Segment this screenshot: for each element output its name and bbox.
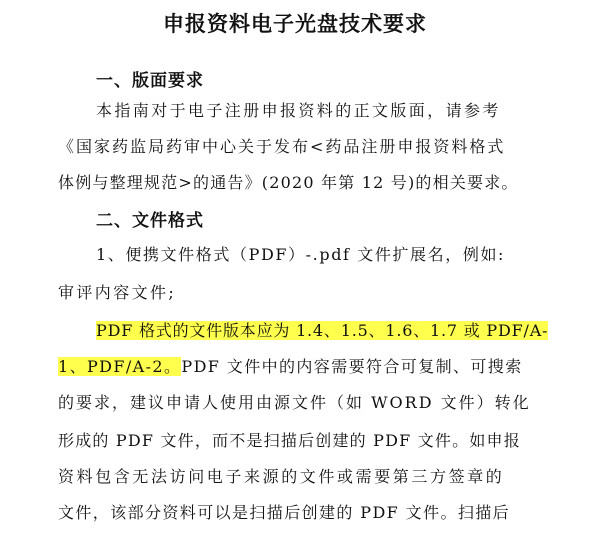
list-item-line: 1、便携文件格式（PDF）-.pdf 文件扩展名，例如: [96, 245, 506, 264]
document-title: 申报资料电子光盘技术要求 [163, 11, 427, 36]
paragraph-line: 资料包含无法访问电子来源的文件或需要第三方签章的 [58, 467, 505, 486]
list-item-line: 审评内容文件; [58, 283, 177, 302]
highlight-text: PDF 格式的文件版本应为 1.4、1.5、1.6、1.7 或 PDF/A- [96, 321, 549, 340]
paragraph-text: PDF 文件中的内容需要符合可复制、可搜索 [181, 357, 523, 376]
highlight-text: 1、PDF/A-2。 [58, 357, 182, 376]
paragraph-line: 体例与整理规范>的通告》(2020 年第 12 号)的相关要求。 [58, 173, 519, 192]
highlighted-line [96, 318, 548, 341]
paragraph-line: 《国家药监局药审中心关于发布<药品注册申报资料格式 [58, 137, 506, 156]
paragraph-line: 本指南对于电子注册申报资料的正文版面，请参考 [96, 101, 501, 120]
paragraph-line [58, 354, 523, 377]
section-heading-layout: 一、版面要求 [96, 71, 204, 91]
paragraph-line: 文件，该部分资料可以是扫描后创建的 PDF 文件。扫描后 [58, 503, 511, 522]
section-heading-file-format: 二、文件格式 [96, 211, 204, 231]
paragraph-line: 的要求，建议申请人使用由源文件（如 WORD 文件）转化 [58, 393, 531, 412]
paragraph-line: 形成的 PDF 文件，而不是扫描后创建的 PDF 文件。如申报 [58, 431, 521, 450]
